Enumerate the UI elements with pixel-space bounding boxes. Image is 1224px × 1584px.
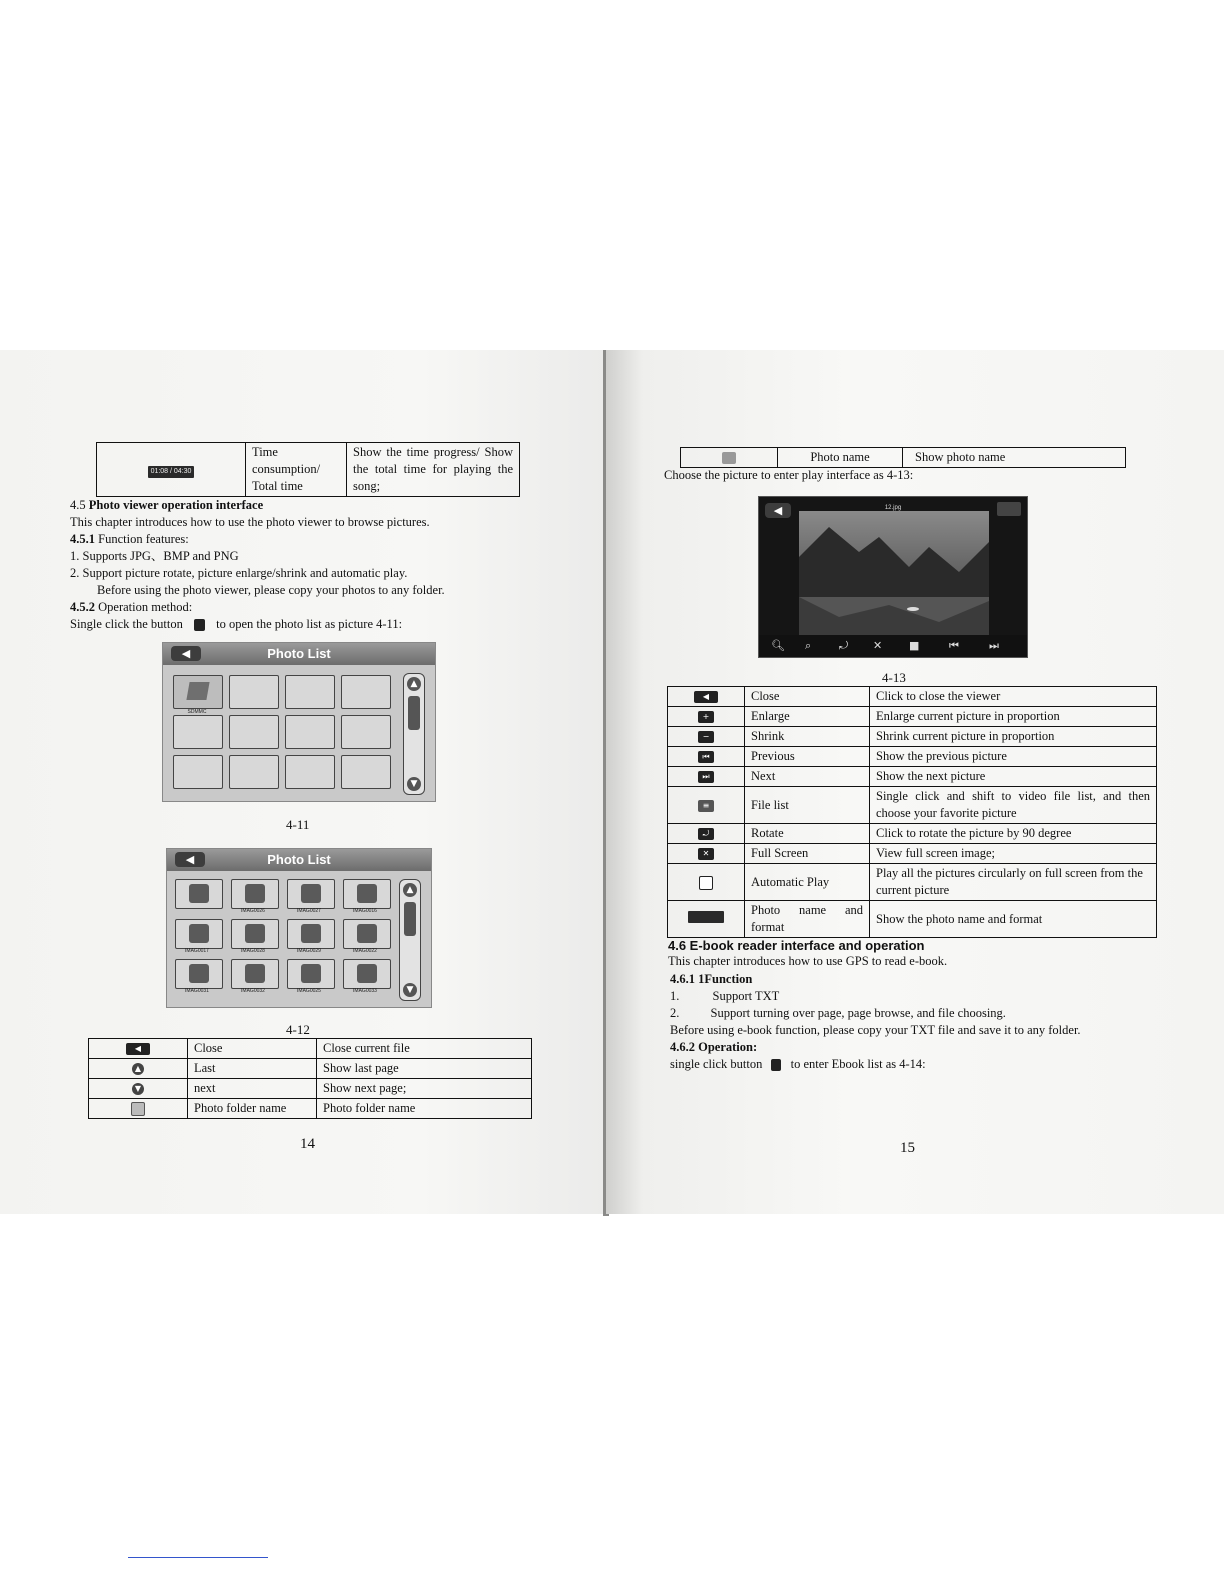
down-circle-icon[interactable]: ▼ <box>403 983 417 997</box>
section-4-6-heading: 4.6 E-book reader interface and operation <box>668 938 925 953</box>
grid-slot[interactable] <box>341 755 391 789</box>
section-number: 4.5 <box>70 498 86 512</box>
table-row <box>668 687 1157 707</box>
sub-number: 4.5.2 <box>70 600 95 614</box>
button-desc: Show last page <box>317 1059 532 1079</box>
icon-cell <box>89 1039 188 1059</box>
icon-cell <box>668 864 745 901</box>
enlarge-icon: + <box>698 711 714 723</box>
grid-slot[interactable] <box>173 715 223 749</box>
grid-slot[interactable] <box>341 675 391 709</box>
icon-cell <box>668 707 745 727</box>
button-desc: Shrink current picture in proportion <box>870 727 1157 747</box>
ebook-intro: This chapter introduces how to use GPS to read e-book. <box>668 954 948 968</box>
photo-name-label: Photo name <box>778 448 903 468</box>
landscape-photo <box>759 497 1027 657</box>
grid-slot[interactable] <box>341 715 391 749</box>
photo-viewer-screen <box>758 496 1028 658</box>
ebook-note: Before using e-book function, please copy your TXT file and save it to any folder. <box>670 1023 1081 1037</box>
grid-slot[interactable] <box>285 715 335 749</box>
right-page <box>606 350 1224 1214</box>
photo-thumbnail-label: IMAG0026 <box>241 908 265 914</box>
icon-cell <box>668 901 745 938</box>
icon-cell <box>668 767 745 787</box>
scroll-thumb[interactable] <box>408 696 420 730</box>
photo-thumbnail[interactable] <box>287 959 335 989</box>
grid-slot[interactable] <box>229 755 279 789</box>
time-consumption-table <box>96 442 520 497</box>
down-circle-icon[interactable]: ▼ <box>407 777 421 791</box>
icon-cell <box>89 1079 188 1099</box>
list-item-2: 2. Support picture rotate, picture enlarge/shrink and automatic play. <box>70 566 408 580</box>
photo-thumbnail-icon <box>189 884 209 903</box>
button-name: Previous <box>745 747 870 767</box>
photo-list-screen-thumbnails <box>166 848 432 1008</box>
table-row <box>668 864 1157 901</box>
button-name: Photo name and format <box>745 901 870 938</box>
photo-thumbnail-label: IMAG0031 <box>185 988 209 994</box>
icon-cell <box>668 787 745 824</box>
previous-icon[interactable]: ⏮ <box>949 639 959 652</box>
photo-name-table <box>680 447 1126 468</box>
photo-thumbnail-label: IMAG0032 <box>241 988 265 994</box>
instruction-part-b: to open the photo list as picture 4-11: <box>216 617 403 631</box>
table-row <box>668 844 1157 864</box>
table-row <box>668 787 1157 824</box>
table-row <box>668 767 1157 787</box>
figure-caption-4-12: 4-12 <box>286 1022 310 1037</box>
sub-title: Function features: <box>95 532 189 546</box>
photo-name-format-icon <box>688 911 724 923</box>
photo-thumbnail-label: IMAG0033 <box>353 988 377 994</box>
photo-thumbnail-icon <box>245 884 265 903</box>
down-circle-icon: ▼ <box>132 1083 144 1095</box>
photo-thumbnail-icon <box>357 924 377 943</box>
icon-cell <box>89 1059 188 1079</box>
photo-thumbnail[interactable] <box>175 959 223 989</box>
photo-thumbnail-label: IMAG0027 <box>297 908 321 914</box>
automatic-play-icon[interactable]: ■ <box>909 639 920 652</box>
photo-thumbnail-label: IMAG0029 <box>297 948 321 954</box>
photo-thumbnail-label: IMAG0028 <box>241 948 265 954</box>
shrink-icon[interactable]: 🔍︎ <box>771 639 785 652</box>
list-number: 1. <box>670 989 680 1003</box>
list-item-2-note: Before using the photo viewer, please copy your photos to any folder. <box>97 583 445 597</box>
automatic-play-icon <box>699 876 713 890</box>
up-circle-icon[interactable]: ▲ <box>407 677 421 691</box>
open-photo-list-instruction <box>70 616 402 633</box>
photo-thumbnail[interactable] <box>231 919 279 949</box>
icon-cell <box>668 844 745 864</box>
table-row <box>668 707 1157 727</box>
button-desc: Click to close the viewer <box>870 687 1157 707</box>
page-number: 14 <box>300 1136 315 1152</box>
grid-slot[interactable] <box>229 675 279 709</box>
photo-thumbnail[interactable] <box>175 879 223 909</box>
screen-title: Photo List <box>267 646 331 661</box>
photo-name-desc: Show photo name <box>903 448 1126 468</box>
sub-4-6-1-heading: 4.6.1 1Function <box>670 972 753 986</box>
list-number: 2. <box>670 1006 680 1020</box>
button-desc: Click to rotate the picture by 90 degree <box>870 824 1157 844</box>
ebook-icon <box>771 1059 781 1071</box>
screen-title: Photo List <box>267 852 331 867</box>
figure-caption-4-11: 4-11 <box>286 817 310 832</box>
full-screen-icon[interactable]: ✕ <box>873 639 883 652</box>
up-circle-icon[interactable]: ▲ <box>403 883 417 897</box>
icon-cell <box>668 687 745 707</box>
photo-thumbnail-icon <box>357 884 377 903</box>
time-consumption-desc: Show the time progress/ Show the total time for playing the song; <box>347 443 520 497</box>
enter-play-interface-text: Choose the picture to enter play interface as 4-13: <box>664 468 914 482</box>
folder-icon[interactable] <box>173 675 223 709</box>
sub-4-5-1-heading <box>70 531 189 548</box>
scrollbar[interactable] <box>399 879 421 1001</box>
table-row <box>668 901 1157 938</box>
table-row <box>89 1079 532 1099</box>
icon-cell <box>89 1099 188 1119</box>
folder-label: SDMMC <box>187 709 207 715</box>
photo-thumbnail-icon <box>357 964 377 983</box>
previous-icon: ⏮ <box>698 751 714 763</box>
back-arrow-icon: ◀ <box>694 691 718 703</box>
next-icon: ⏭ <box>698 771 714 783</box>
button-desc: Enlarge current picture in proportion <box>870 707 1157 727</box>
button-desc: Show the photo name and format <box>870 901 1157 938</box>
photo-list-buttons-table <box>88 1038 532 1119</box>
button-name: Close <box>745 687 870 707</box>
next-icon[interactable]: ⏭ <box>989 639 999 652</box>
instruction-part-a: Single click the button <box>70 617 183 631</box>
photo-viewer-icon <box>194 619 205 631</box>
button-name: next <box>188 1079 317 1099</box>
button-desc: Photo folder name <box>317 1099 532 1119</box>
photo-thumbnail-icon <box>245 964 265 983</box>
photo-thumbnail-icon <box>245 924 265 943</box>
button-desc: Show the previous picture <box>870 747 1157 767</box>
button-name: Photo folder name <box>188 1099 317 1119</box>
back-arrow-icon[interactable]: ◀ <box>765 503 791 518</box>
back-arrow-icon[interactable]: ◀ <box>171 646 201 661</box>
table-row <box>668 747 1157 767</box>
photo-thumbnail[interactable] <box>343 959 391 989</box>
file-list-icon[interactable] <box>997 502 1021 516</box>
photo-thumbnail[interactable] <box>175 919 223 949</box>
button-name: File list <box>745 787 870 824</box>
photo-thumbnail-icon <box>189 964 209 983</box>
photo-thumbnail-label: IMAG0022 <box>353 948 377 954</box>
table-row <box>668 824 1157 844</box>
sub-number: 4.5.1 <box>70 532 95 546</box>
photo-thumbnail[interactable] <box>231 879 279 909</box>
button-desc: View full screen image; <box>870 844 1157 864</box>
sub-4-5-2-heading <box>70 599 192 616</box>
section-title: Photo viewer operation interface <box>88 498 264 512</box>
button-name: Shrink <box>745 727 870 747</box>
section-intro: This chapter introduces how to use the photo viewer to browse pictures. <box>70 515 430 529</box>
photo-thumbnail-icon <box>301 964 321 983</box>
grid-slot[interactable] <box>173 755 223 789</box>
screen-header <box>163 643 435 665</box>
table-row <box>89 1039 532 1059</box>
grid-slot[interactable] <box>285 755 335 789</box>
time-consumption-name: Time consumption/ Total time <box>246 443 347 497</box>
ebook-list-item-1 <box>670 988 779 1005</box>
scrollbar[interactable] <box>403 673 425 795</box>
rotate-icon: ⤾ <box>698 828 714 840</box>
list-item-1: 1. Supports JPG、BMP and PNG <box>70 549 239 563</box>
icon-cell <box>668 727 745 747</box>
photo-thumbnail-icon <box>301 924 321 943</box>
photo-thumbnail-label: IMAG0025 <box>297 988 321 994</box>
screen-header <box>167 849 431 871</box>
button-name: Full Screen <box>745 844 870 864</box>
list-text: Support turning over page, page browse, and file choosing. <box>710 1006 1006 1020</box>
file-list-icon: ≡ <box>698 800 714 812</box>
full-screen-icon: ✕ <box>698 848 714 860</box>
photo-icon <box>722 452 736 464</box>
back-arrow-icon[interactable]: ◀ <box>175 852 205 867</box>
sub-4-6-2-heading: 4.6.2 Operation: <box>670 1040 758 1054</box>
rotate-icon[interactable]: ⤾ <box>839 639 849 652</box>
shrink-icon: − <box>698 731 714 743</box>
photo-thumbnail[interactable] <box>287 919 335 949</box>
grid-slot[interactable] <box>285 675 335 709</box>
photo-thumbnail-icon <box>301 884 321 903</box>
icon-cell <box>668 824 745 844</box>
page-number: 15 <box>900 1140 915 1156</box>
up-circle-icon: ▲ <box>132 1063 144 1075</box>
button-desc: Single click and shift to video file list, and then choose your favorite picture <box>870 787 1157 824</box>
table-row <box>89 1059 532 1079</box>
photo-list-screen-empty <box>162 642 436 802</box>
photo-thumbnail[interactable] <box>343 879 391 909</box>
photo-thumbnail[interactable] <box>231 959 279 989</box>
button-desc: Close current file <box>317 1039 532 1059</box>
list-text: Support TXT <box>712 989 780 1003</box>
icon-cell <box>668 747 745 767</box>
folder-icon <box>131 1102 145 1116</box>
back-arrow-icon: ◀ <box>126 1043 150 1055</box>
button-desc: Show next page; <box>317 1079 532 1099</box>
instruction-part-b: to enter Ebook list as 4-14: <box>790 1057 926 1071</box>
ebook-list-item-2 <box>670 1005 1006 1022</box>
table-row <box>89 1099 532 1119</box>
photo-thumbnail[interactable] <box>287 879 335 909</box>
scroll-thumb[interactable] <box>404 902 416 936</box>
photo-filename: 12.jpg <box>884 505 902 511</box>
button-name: Close <box>188 1039 317 1059</box>
button-desc: Show the next picture <box>870 767 1157 787</box>
folder-shape <box>186 682 209 700</box>
sub-title: Operation method: <box>95 600 193 614</box>
figure-caption-4-13: 4-13 <box>882 670 906 685</box>
photo-thumbnail[interactable] <box>343 919 391 949</box>
time-display-cell <box>97 443 246 497</box>
button-name: Last <box>188 1059 317 1079</box>
button-name: Enlarge <box>745 707 870 727</box>
icon-cell <box>681 448 778 468</box>
blue-underline-mark <box>128 1557 268 1558</box>
enlarge-icon[interactable]: ⌕ <box>805 639 812 652</box>
button-name: Next <box>745 767 870 787</box>
viewer-buttons-table <box>667 686 1157 938</box>
section-4-5-heading <box>70 497 263 514</box>
instruction-part-a: single click button <box>670 1057 763 1071</box>
grid-slot[interactable] <box>229 715 279 749</box>
photo-thumbnail-label: IMAG0016 <box>353 908 377 914</box>
left-page <box>0 350 604 1214</box>
viewer-toolbar <box>759 635 1027 657</box>
table-row <box>668 727 1157 747</box>
button-name: Automatic Play <box>745 864 870 901</box>
button-name: Rotate <box>745 824 870 844</box>
time-display-icon: 01:08 / 04:30 <box>148 466 195 478</box>
button-desc: Play all the pictures circularly on full screen from the current picture <box>870 864 1157 901</box>
photo-thumbnail-label: IMAG0017 <box>185 948 209 954</box>
photo-thumbnail-icon <box>189 924 209 943</box>
open-ebook-list-instruction <box>670 1056 926 1073</box>
